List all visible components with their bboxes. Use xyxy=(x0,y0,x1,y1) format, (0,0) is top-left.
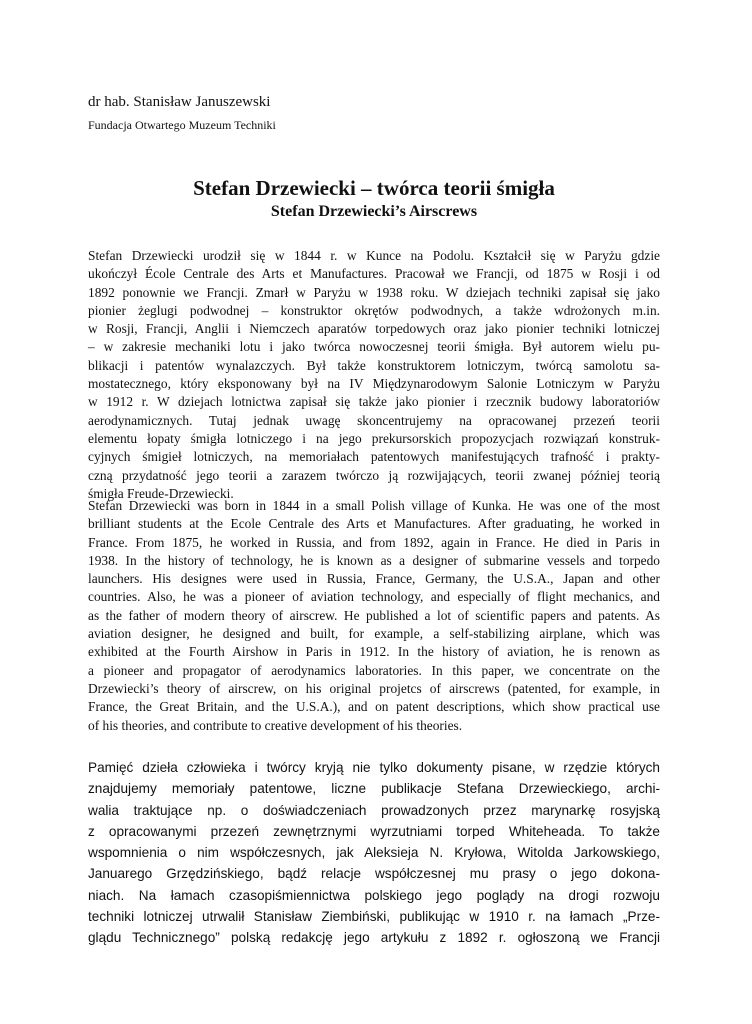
body-line: z opracowanymi przezeń zewnętrznymi wyrzutniami torped Whiteheada. To także xyxy=(88,823,660,839)
abstract-pl-line: – w zakresie mechaniki lotu i jako twórca nowoczesnej teorii śmigła. Był autorem wielu pu- xyxy=(88,339,660,355)
abstract-pl-line: czną przydatność jego teorii a zarazem twórczo ją rozwijających, teorii zwanej później teorią xyxy=(88,467,660,483)
abstract-en-line: France. From 1875, he worked in Russia, and from 1892, again in France. He died in Paris in xyxy=(88,534,660,550)
abstract-en-line: brilliant students at the Ecole Centrale des Arts et Manufactures. After graduating, he worked in xyxy=(88,516,660,532)
abstract-pl-line: w Rosji, Francji, Anglii i Niemczech aparatów torpedowych oraz jako pionier techniki lotniczej xyxy=(88,321,660,337)
body-line: wspomnienia o nim współczesnych, jak Aleksieja N. Kryłowa, Witolda Jarkowskiego, xyxy=(88,845,660,861)
abstract-en-line: Drzewiecki’s theory of airscrew, on his original projetcs of airscrews (patented, for example, in xyxy=(88,680,660,696)
abstract-pl-line: elementu łopaty śmigła lotniczego i na jego prekursorskich propozycjach rozwiązań konstruk- xyxy=(88,430,660,446)
abstract-pl-line: mostatecznego, który eksponowany był na IV Międzynarodowym Salonie Lotniczym w Paryżu xyxy=(88,376,660,392)
body-line: techniki lotniczej utrwalił Stanisław Ziembiński, publikując w 1910 r. na łamach „Prze- xyxy=(88,909,660,925)
abstract-english xyxy=(88,497,660,735)
body-line: niach. Na łamach czasopiśmiennictwa polskiego jego poglądy na drogi rozwoju xyxy=(88,887,660,903)
abstract-en-line: 1938. In the history of technology, he is known as a designer of submarine vessels and torpedo xyxy=(88,552,660,568)
abstract-en-line: countries. Also, he was a pioneer of aviation technology, and especially of flight mechanics, and xyxy=(88,589,660,605)
abstract-pl-line: śmigła Freude-Drzewiecki. xyxy=(88,485,234,501)
abstract-en-line: Stefan Drzewiecki was born in 1844 in a small Polish village of Kunka. He was one of the most xyxy=(88,498,660,513)
abstract-pl-line: 1892 ponownie we Francji. Zmarł w Paryżu w 1938 roku. W dziejach techniki zapisał się jako xyxy=(88,284,660,300)
body-line: walia traktujące np. o doświadczeniach prowadzonych przez marynarkę rosyjską xyxy=(88,802,660,818)
abstract-en-line: of his theories, and contribute to creative development of his theories. xyxy=(88,717,463,733)
abstract-polish xyxy=(88,247,660,503)
abstract-en-line: France, the Great Britain, and the U.S.A.), and on patent descriptions, which show practical use xyxy=(88,699,660,715)
body-line: znajdujemy memoriały patentowe, liczne publikacje Stefana Drzewieckiego, archi- xyxy=(88,781,660,797)
abstract-pl-line: aerodynamicznych. Tutaj jednak uwagę skoncentrujemy na opracowanej przezeń teorii xyxy=(88,412,660,428)
paper-title-english: Stefan Drzewiecki’s Airscrews xyxy=(270,203,478,220)
author-name: dr hab. Stanisław Januszewski xyxy=(88,94,271,110)
abstract-en-line: aviation designer, he designed and built, for example, a self-stabilizing airplane, which was xyxy=(88,626,660,642)
body-paragraph xyxy=(88,757,660,949)
body-line: glądu Technicznego” polską redakcję jego artykułu z 1892 r. ogłoszoną we Francji xyxy=(88,930,660,946)
abstract-en-line: a pioneer and propagator of aerodynamics laboratories. In this paper, we concentrate on the xyxy=(88,662,660,678)
abstract-pl-line: blikacji i patentów wynalazczych. Był także konstruktorem lotniczym, twórcą samolotu sa- xyxy=(88,357,660,373)
body-line: Januarego Grzędzińskiego, bądź relacje współczesnej mu prasy o jego dokona- xyxy=(88,866,660,882)
author-affiliation: Fundacja Otwartego Muzeum Techniki xyxy=(88,118,276,132)
abstract-en-line: exhibited at the Fourth Airshow in Paris in 1912. In the history of aviation, he is renown as xyxy=(88,644,660,660)
paper-title: Stefan Drzewiecki – twórca teorii śmigła xyxy=(193,176,555,200)
abstract-pl-line: Stefan Drzewiecki urodził się w 1844 r. w Kunce na Podolu. Kształcił się w Paryżu gdzie xyxy=(88,248,660,263)
abstract-pl-line: w 1912 r. W dziejach lotnictwa zapisał się także jako pionier i rzecznik budowy laboratoriów xyxy=(88,394,660,410)
body-line: Pamięć dzieła człowieka i twórcy kryją nie tylko dokumenty pisane, w rzędzie których xyxy=(88,760,660,775)
abstract-pl-line: ukończył École Centrale des Arts et Manufactures. Pracował we Francji, od 1875 w Rosji i od xyxy=(88,266,660,282)
abstract-en-line: as the father of modern theory of airscrew. He published a lot of scientific papers and patents. As xyxy=(88,607,660,623)
abstract-en-line: launchers. His designes were used in Russia, France, Germany, the U.S.A., Japan and other xyxy=(88,571,660,587)
abstract-pl-line: pionier żeglugi podwodnej – konstruktor okrętów podwodnych, a także wdrożonych m.in. xyxy=(88,302,660,318)
abstract-pl-line: cyjnych śmigieł lotniczych, na memoriałach patentowych manifestujących trafność i prakty- xyxy=(88,449,660,465)
